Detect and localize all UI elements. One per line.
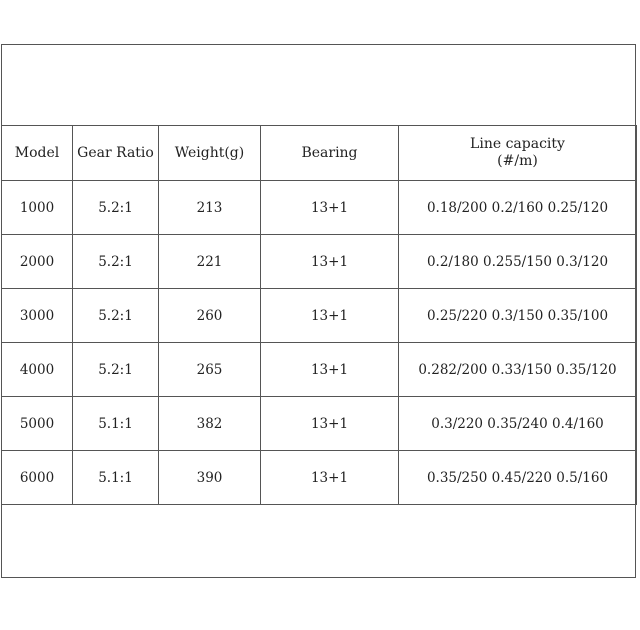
cell-weight: 221: [159, 235, 261, 289]
cell-model: 2000: [2, 235, 73, 289]
cell-line-capacity: 0.35/250 0.45/220 0.5/160: [399, 451, 637, 505]
header-model: Model: [2, 126, 73, 181]
cell-weight: 213: [159, 181, 261, 235]
cell-line-capacity: 0.3/220 0.35/240 0.4/160: [399, 397, 637, 451]
cell-model: 1000: [2, 181, 73, 235]
header-line-capacity: [399, 126, 637, 181]
cell-bearing: 13+1: [261, 397, 399, 451]
cell-weight: 382: [159, 397, 261, 451]
cell-weight: 265: [159, 343, 261, 397]
header-row: [2, 126, 637, 181]
table-row: [2, 397, 637, 451]
cell-weight: 260: [159, 289, 261, 343]
table-row: [2, 181, 637, 235]
cell-bearing: 13+1: [261, 235, 399, 289]
cell-bearing: 13+1: [261, 289, 399, 343]
cell-gear-ratio: 5.2:1: [73, 343, 159, 397]
cell-line-capacity: 0.282/200 0.33/150 0.35/120: [399, 343, 637, 397]
cell-bearing: 13+1: [261, 181, 399, 235]
cell-line-capacity: 0.18/200 0.2/160 0.25/120: [399, 181, 637, 235]
table-row: [2, 343, 637, 397]
cell-model: 6000: [2, 451, 73, 505]
cell-gear-ratio: 5.1:1: [73, 397, 159, 451]
cell-bearing: 13+1: [261, 343, 399, 397]
cell-gear-ratio: 5.2:1: [73, 289, 159, 343]
header-line-capacity-title: Line capacity: [470, 136, 565, 152]
cell-bearing: 13+1: [261, 451, 399, 505]
table-row: [2, 289, 637, 343]
cell-line-capacity: 0.25/220 0.3/150 0.35/100: [399, 289, 637, 343]
spec-table: [1, 125, 637, 505]
header-gear-ratio: Gear Ratio: [73, 126, 159, 181]
cell-gear-ratio: 5.1:1: [73, 451, 159, 505]
cell-model: 5000: [2, 397, 73, 451]
cell-model: 4000: [2, 343, 73, 397]
cell-gear-ratio: 5.2:1: [73, 235, 159, 289]
cell-weight: 390: [159, 451, 261, 505]
header-line-capacity-unit: (#/m): [497, 153, 538, 169]
cell-model: 3000: [2, 289, 73, 343]
cell-line-capacity: 0.2/180 0.255/150 0.3/120: [399, 235, 637, 289]
header-weight: Weight(g): [159, 126, 261, 181]
table-row: [2, 235, 637, 289]
header-bearing: Bearing: [261, 126, 399, 181]
table-row: [2, 451, 637, 505]
cell-gear-ratio: 5.2:1: [73, 181, 159, 235]
